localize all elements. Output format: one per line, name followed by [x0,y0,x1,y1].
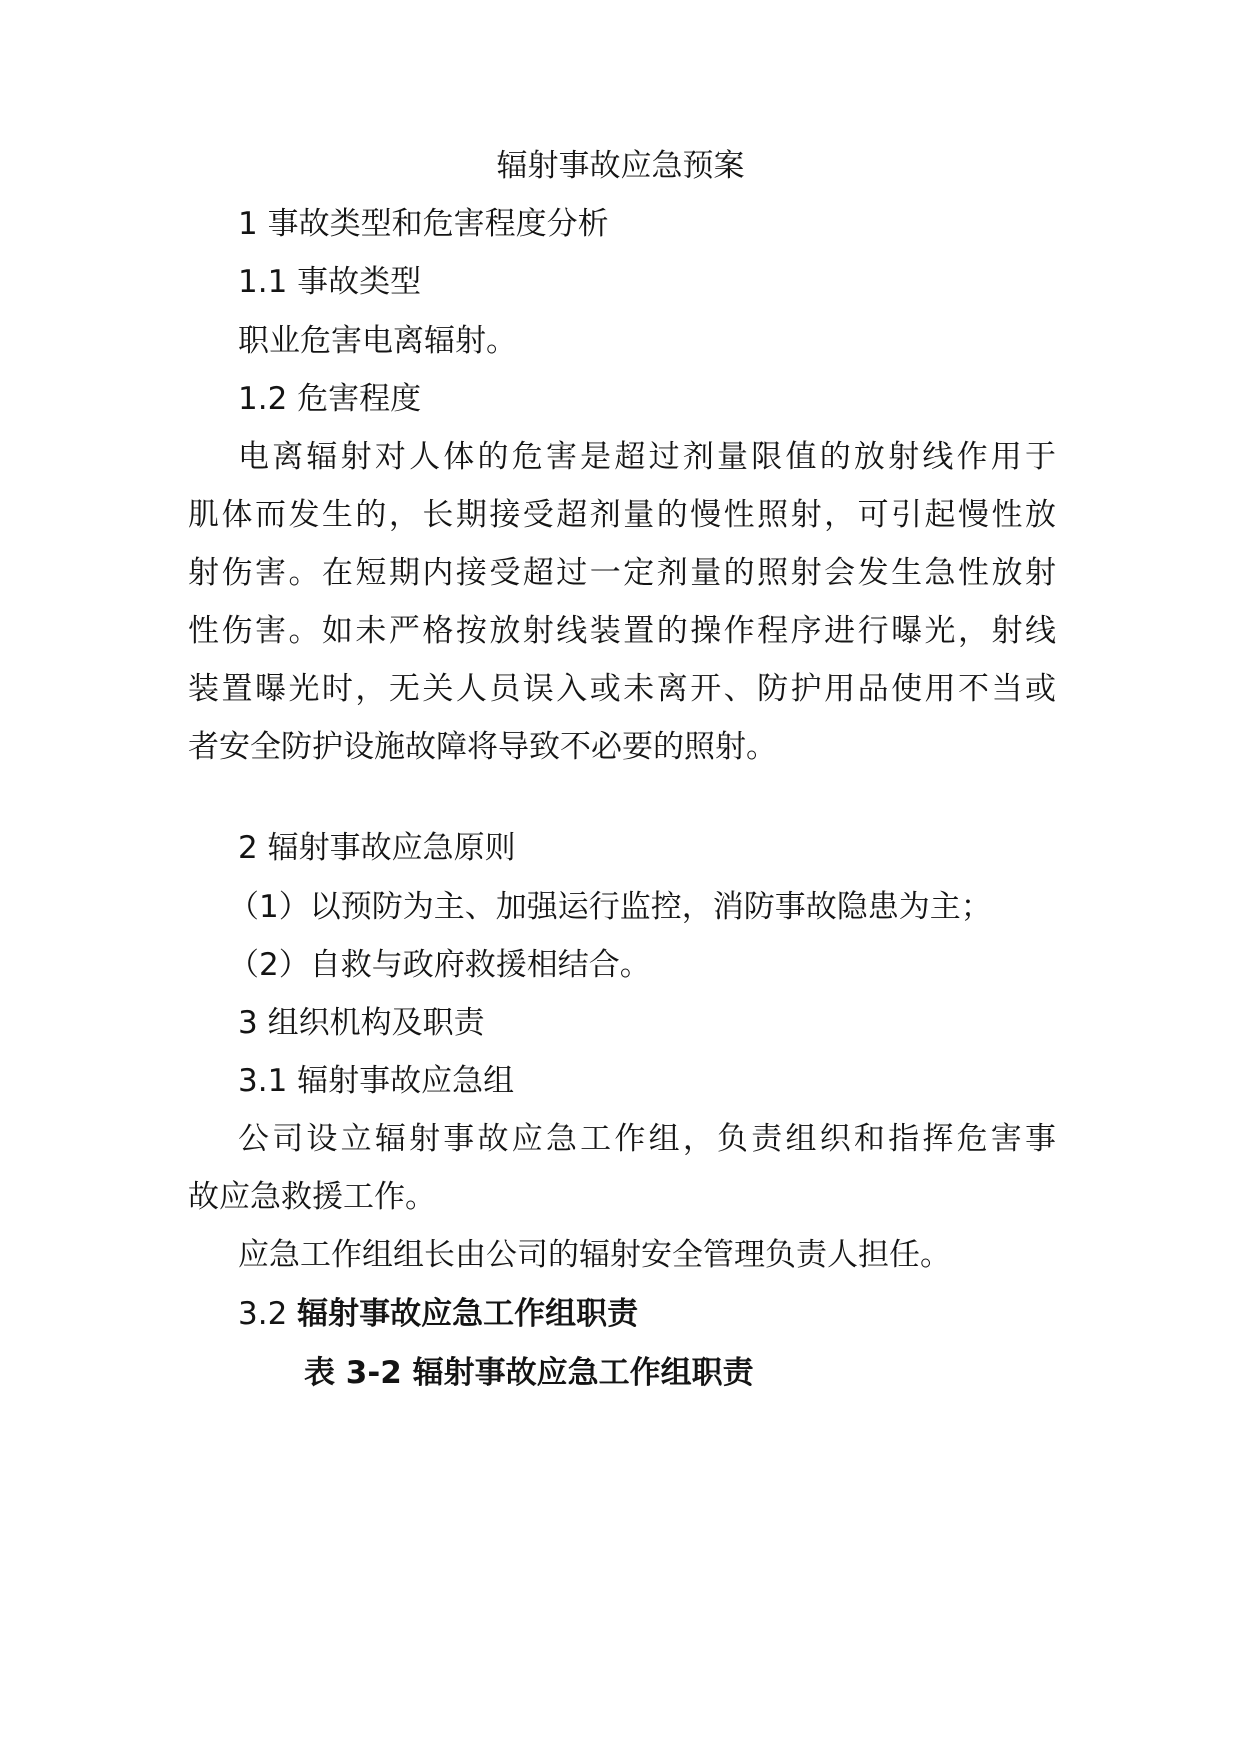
paragraph-line: 装置曝光时，无关人员误入或未离开、防护用品使用不当或 [188,671,1056,707]
section-3-2-title: 辐射事故应急工作组职责 [297,1296,639,1332]
paragraph-line: 者安全防护设施故障将导致不必要的照射。 [188,729,777,765]
paragraph-line: 电离辐射对人体的危害是超过剂量限值的放射线作用于 [238,439,1056,475]
section-1-1-heading: 1.1 事故类型 [238,264,422,300]
section-2-heading: 2 辐射事故应急原则 [238,830,516,866]
section-1-heading: 1 事故类型和危害程度分析 [238,206,609,242]
principle-item-1: （1）以预防为主、加强运行监控，消防事故隐患为主； [228,889,992,925]
section-3-2-heading [238,1294,638,1334]
section-3-2-number: 3.2 [238,1296,298,1332]
paragraph-line: 肌体而发生的，长期接受超剂量的慢性照射，可引起慢性放 [188,497,1056,533]
section-1-1-text: 职业危害电离辐射。 [238,323,517,359]
paragraph-line: 射伤害。在短期内接受超过一定剂量的照射会发生急性放射 [188,555,1056,591]
section-3-heading: 3 组织机构及职责 [238,1005,485,1041]
paragraph-line: 性伤害。如未严格按放射线装置的操作程序进行曝光，射线 [188,613,1056,649]
paragraph-line: 公司设立辐射事故应急工作组，负责组织和指挥危害事 [238,1121,1056,1157]
group-leader-text: 应急工作组组长由公司的辐射安全管理负责人担任。 [238,1237,951,1273]
document-title: 辐射事故应急预案 [496,148,745,184]
principle-item-2: （2）自救与政府救援相结合。 [228,947,651,983]
section-3-1-heading: 3.1 辐射事故应急组 [238,1063,515,1099]
paragraph-line: 故应急救援工作。 [188,1179,436,1215]
table-caption: 表 3-2 辐射事故应急工作组职责 [304,1355,754,1391]
section-1-2-heading: 1.2 危害程度 [238,381,422,417]
